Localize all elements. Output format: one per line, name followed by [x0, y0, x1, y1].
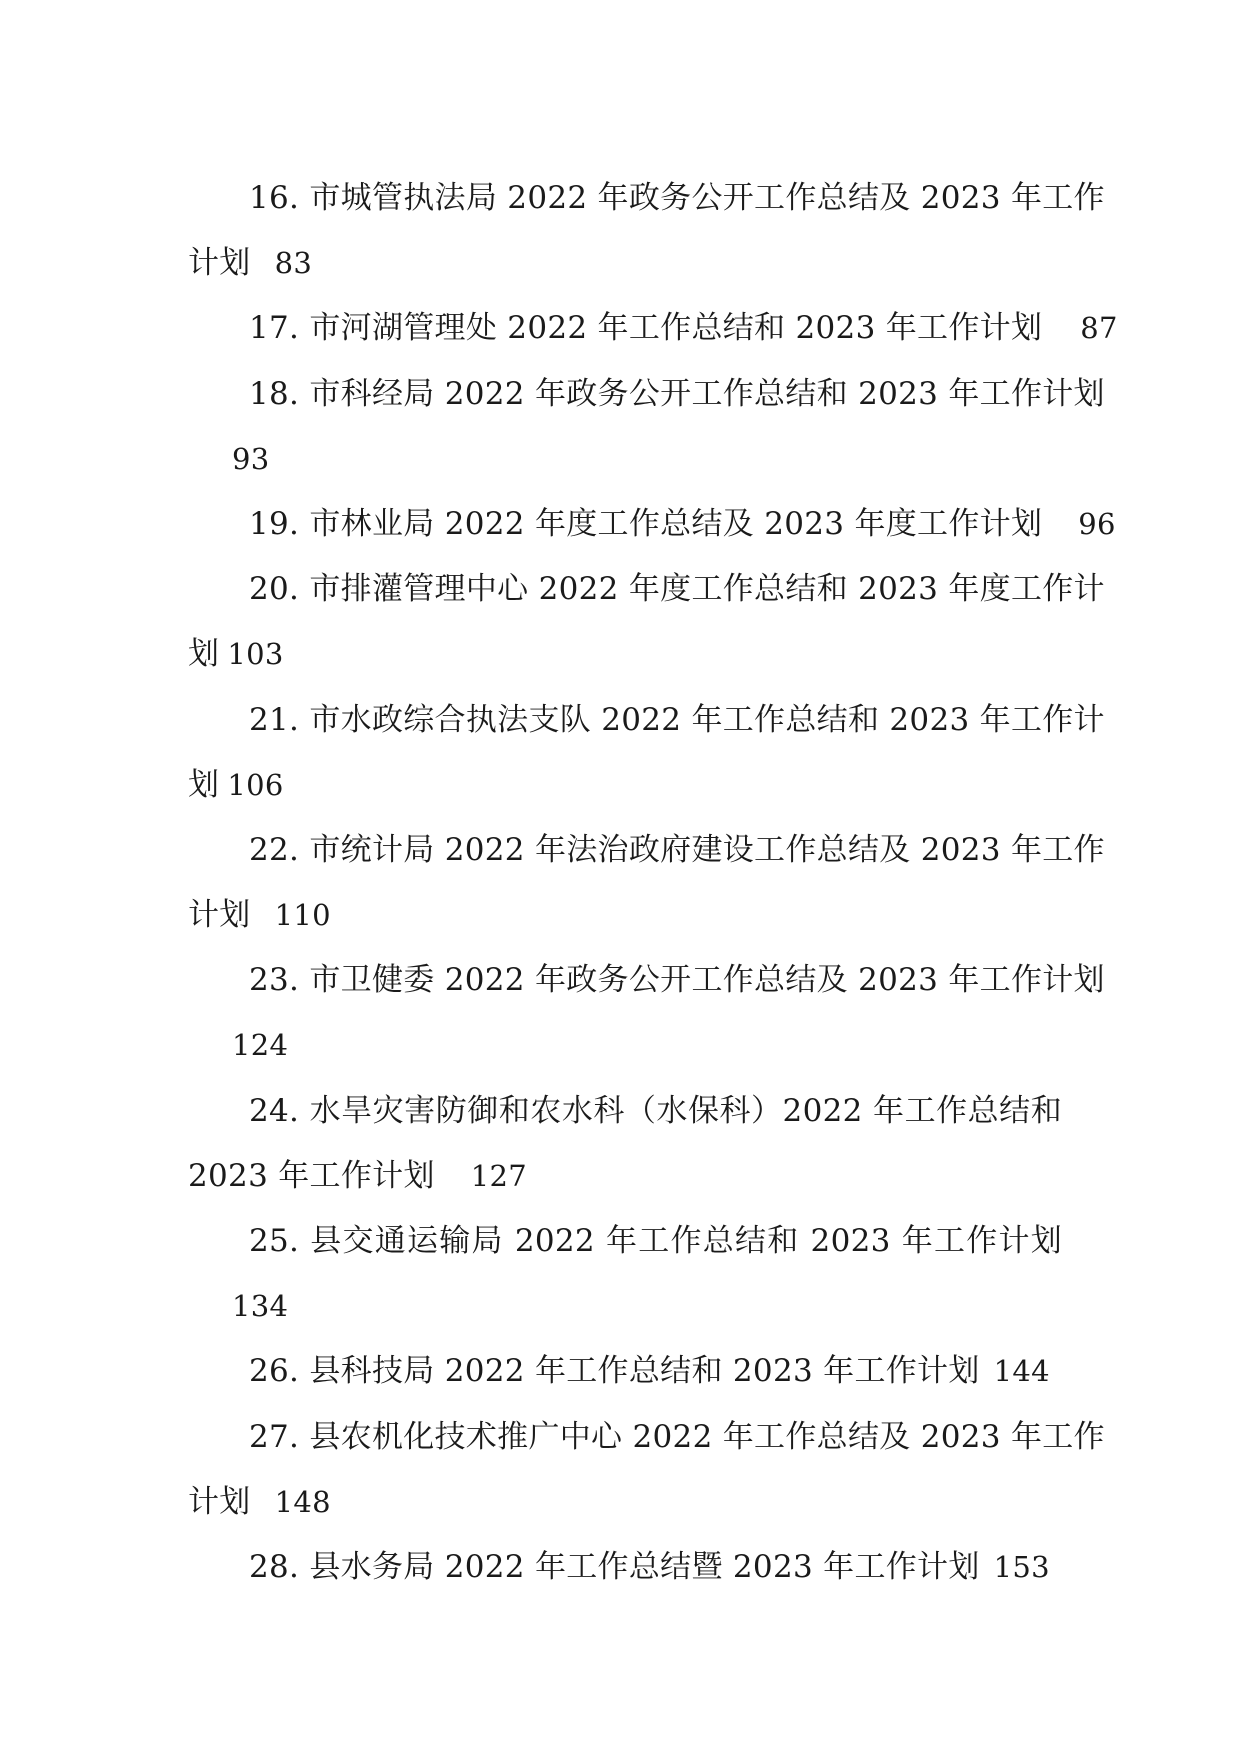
toc-page-number: 87: [1080, 311, 1118, 346]
table-of-contents: [188, 166, 1118, 1600]
toc-entry-title-cont: 计划: [188, 897, 251, 934]
toc-entry-26: [188, 1339, 1062, 1404]
toc-page-number: 110: [274, 898, 331, 933]
toc-entry-title-cont: 计划: [188, 245, 251, 282]
toc-page-number: 96: [1078, 506, 1116, 541]
toc-entry-title: 25. 县交通运输局 2022 年工作总结和 2023 年工作计划: [249, 1223, 1062, 1259]
toc-entry-21-line2: [188, 753, 1062, 818]
toc-entry-27-line2: [188, 1470, 1062, 1535]
toc-entry-title: 19. 市林业局 2022 年度工作总结及 2023 年度工作计划: [249, 505, 1043, 542]
toc-entry-23-page: [188, 1013, 1062, 1078]
toc-entry-title: 21. 市水政综合执法支队 2022 年工作总结和 2023 年工作计: [249, 701, 1105, 738]
toc-entry-20-line1: [188, 557, 1105, 622]
toc-entry-24-line1: [188, 1079, 1062, 1144]
toc-entry-title: 28. 县水务局 2022 年工作总结暨 2023 年工作计划: [249, 1548, 980, 1585]
toc-page-number: 134: [232, 1289, 289, 1324]
toc-entry-16-line1: [188, 166, 1105, 231]
toc-entry-21-line1: [188, 688, 1105, 753]
toc-entry-title: 16. 市城管执法局 2022 年政务公开工作总结及 2023 年工作: [249, 180, 1105, 216]
toc-entry-22-line1: [188, 818, 1105, 883]
toc-entry-16-line2: [188, 231, 1062, 296]
toc-entry-24-line2: [188, 1144, 1062, 1209]
toc-entry-22-line2: [188, 883, 1062, 948]
toc-entry-title: 20. 市排灌管理中心 2022 年度工作总结和 2023 年度工作计: [249, 571, 1105, 608]
toc-page-number: 127: [470, 1158, 528, 1193]
toc-entry-25: [188, 1209, 1062, 1274]
toc-page-number: 106: [227, 767, 284, 802]
toc-entry-23: [188, 948, 1105, 1013]
toc-entry-19: [188, 492, 1116, 557]
toc-entry-18: [188, 362, 1105, 427]
toc-entry-title-cont: 计划: [188, 1483, 251, 1520]
toc-page-number: 153: [993, 1549, 1050, 1584]
toc-entry-17: [188, 296, 1118, 361]
toc-page-number: 103: [227, 637, 284, 672]
toc-entry-title: 18. 市科经局 2022 年政务公开工作总结和 2023 年工作计划: [249, 375, 1105, 412]
toc-entry-title: 17. 市河湖管理处 2022 年工作总结和 2023 年工作计划: [249, 310, 1043, 347]
toc-page-number: 124: [232, 1028, 289, 1063]
toc-entry-title-cont: 2023 年工作计划: [188, 1157, 435, 1194]
toc-entry-25-page: [188, 1274, 1062, 1339]
toc-entry-title: 26. 县科技局 2022 年工作总结和 2023 年工作计划: [249, 1353, 980, 1390]
toc-page-number: 148: [274, 1484, 331, 1519]
toc-entry-title-cont: 划: [188, 636, 220, 673]
toc-entry-18-page: [188, 427, 1062, 492]
toc-entry-title: 27. 县农机化技术推广中心 2022 年工作总结及 2023 年工作: [249, 1418, 1105, 1455]
toc-page-number: 93: [232, 441, 270, 476]
toc-entry-28: [188, 1535, 1062, 1600]
toc-entry-20-line2: [188, 622, 1062, 687]
toc-entry-title: 22. 市统计局 2022 年法治政府建设工作总结及 2023 年工作: [249, 831, 1105, 868]
toc-page-number: 83: [274, 246, 313, 281]
toc-entry-title-cont: 划: [188, 766, 220, 803]
toc-entry-title: 23. 市卫健委 2022 年政务公开工作总结及 2023 年工作计划: [249, 962, 1105, 999]
toc-page-number: 144: [993, 1354, 1050, 1389]
toc-entry-27-line1: [188, 1405, 1105, 1470]
toc-entry-title: 24. 水旱灾害防御和农水科（水保科）2022 年工作总结和: [249, 1092, 1062, 1129]
